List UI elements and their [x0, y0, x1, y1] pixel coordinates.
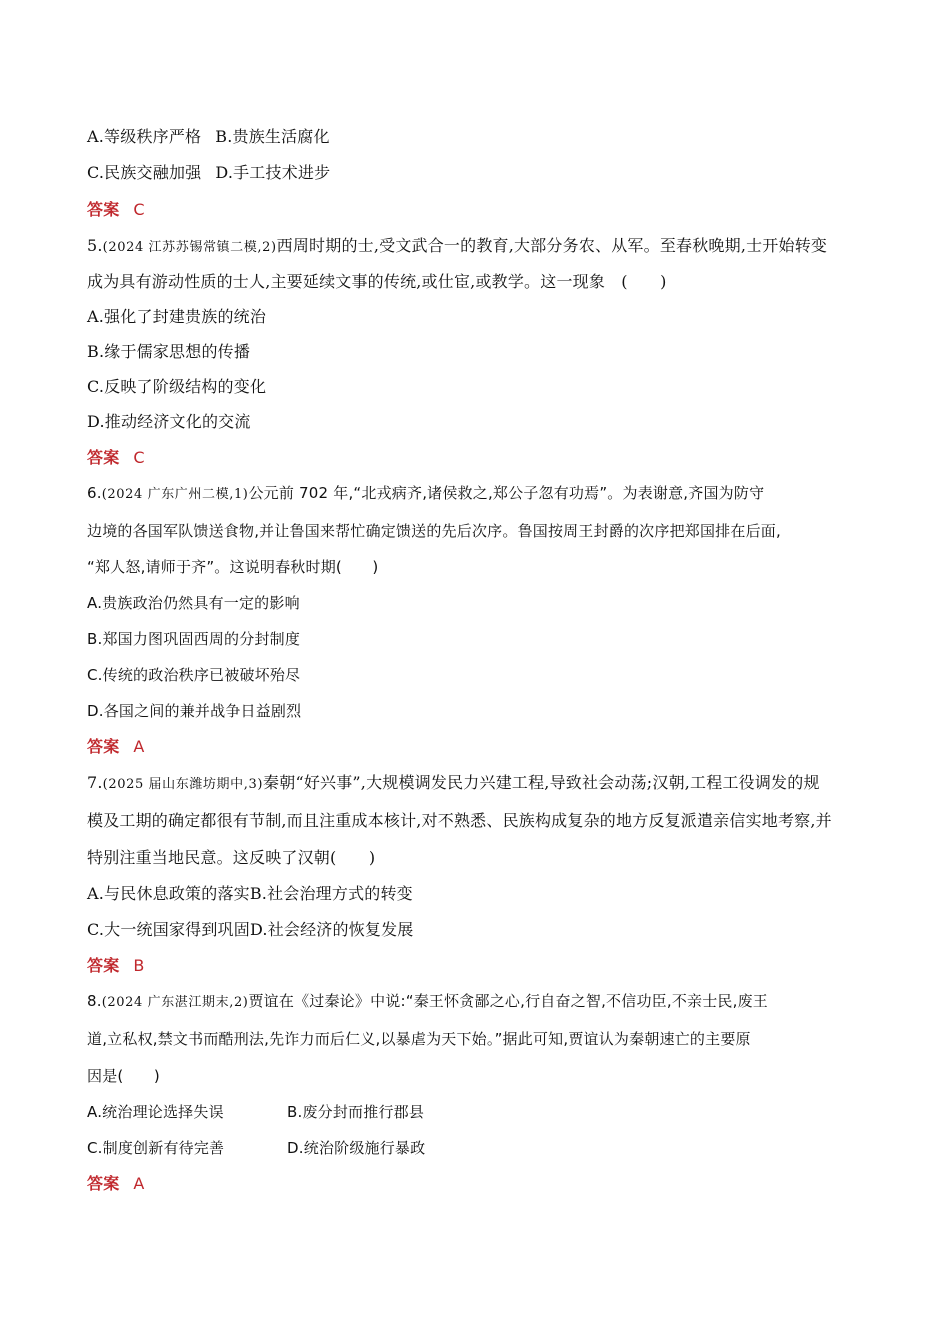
q8-stem-line-3: 因是( ): [87, 1067, 160, 1085]
answer-label: 答案: [87, 1174, 120, 1193]
q8-options-row-1: [87, 1102, 867, 1122]
answer-value: B: [133, 956, 145, 975]
q6-stem-text-1: 公元前 702 年,“北戎病齐,诸侯救之,郑公子忽有功焉”。为表谢意,齐国为防守: [248, 484, 765, 502]
answer-label: 答案: [87, 448, 120, 467]
q4-options-row-2: [87, 163, 867, 183]
q8-option-a: A.统治理论选择失误: [87, 1103, 224, 1121]
q4-option-a: A.等级秩序严格: [87, 127, 202, 146]
answer-value: C: [133, 200, 145, 219]
q5-stem-line-1: [87, 236, 867, 258]
answer-value: C: [133, 448, 145, 467]
answer-value: A: [133, 737, 145, 756]
q4-option-b: B.贵族生活腐化: [215, 127, 330, 146]
answer-value: A: [133, 1174, 145, 1193]
q7-number: 7.: [87, 773, 103, 792]
q5-stem-line-2: 成为具有游动性质的士人,主要延续文事的传统,或仕宦,或教学。这一现象 ( ): [87, 272, 667, 291]
q6-stem-line-3: “郑人怒,请师于齐”。这说明春秋时期( ): [87, 558, 379, 576]
q8-option-d: D.统治阶级施行暴政: [287, 1139, 426, 1157]
answer-label: 答案: [87, 200, 120, 219]
q5-option-d: D.推动经济文化的交流: [87, 412, 251, 431]
q7-answer: [87, 956, 867, 976]
q8-stem-line-1: [87, 991, 867, 1013]
q7-stem-line-3: 特别注重当地民意。这反映了汉朝( ): [87, 848, 376, 867]
q4-answer: [87, 200, 867, 220]
q6-option-c: C.传统的政治秩序已被破坏殆尽: [87, 666, 301, 684]
q8-option-b: B.废分封而推行郡县: [287, 1103, 425, 1121]
answer-label: 答案: [87, 956, 120, 975]
q5-option-a: A.强化了封建贵族的统治: [87, 307, 267, 326]
q7-stem-text-1: 秦朝“好兴事”,大规模调发民力兴建工程,导致社会动荡;汉朝,工程工役调发的规: [263, 773, 820, 792]
q5-answer: [87, 448, 867, 468]
q8-number: 8.: [87, 992, 102, 1010]
q4-options-row-1: [87, 127, 867, 147]
q8-answer: [87, 1174, 867, 1194]
q6-source: (2024 广东广州二模,1): [101, 487, 249, 502]
q6-answer: [87, 737, 867, 757]
q4-option-c: C.民族交融加强: [87, 163, 202, 182]
q6-option-a: A.贵族政治仍然具有一定的影响: [87, 594, 300, 612]
q6-option-d: D.各国之间的兼并战争日益剧烈: [87, 702, 302, 720]
q7-source: (2025 届山东潍坊期中,3): [102, 777, 264, 792]
answer-label: 答案: [87, 737, 120, 756]
q5-number: 5.: [87, 236, 103, 255]
q8-source: (2024 广东湛江期末,2): [101, 995, 249, 1010]
q8-options-row-2: [87, 1138, 867, 1158]
q6-number: 6.: [87, 484, 102, 502]
q6-stem-line-2: 边境的各国军队馈送食物,并让鲁国来帮忙确定馈送的先后次序。鲁国按周王封爵的次序把郑国排在后面,: [87, 522, 781, 540]
q8-option-c: C.制度创新有待完善: [87, 1139, 225, 1157]
q6-stem-line-1: [87, 483, 867, 505]
q5-option-b: B.缘于儒家思想的传播: [87, 342, 251, 361]
q7-stem-line-2: 模及工期的确定都很有节制,而且注重成本核计,对不熟悉、民族构成复杂的地方反复派遣亲信实地考察,并: [87, 811, 832, 830]
q6-option-b: B.郑国力图巩固西周的分封制度: [87, 630, 301, 648]
q4-option-d: D.手工技术进步: [215, 163, 331, 182]
q8-stem-text-1: 贾谊在《过秦论》中说:“秦王怀贪鄙之心,行自奋之智,不信功臣,不亲士民,废王: [248, 992, 768, 1010]
q7-stem-line-1: [87, 773, 867, 795]
q5-source: (2024 江苏苏锡常镇二模,2): [102, 240, 277, 255]
q8-stem-line-2: 道,立私权,禁文书而酷刑法,先诈力而后仁义,以暴虐为天下始。”据此可知,贾谊认为秦朝速亡的主要原: [87, 1030, 751, 1048]
q7-options-row-2: C.大一统国家得到巩固D.社会经济的恢复发展: [87, 920, 414, 939]
q5-stem-text-1: 西周时期的士,受文武合一的教育,大部分务农、从军。至春秋晚期,士开始转变: [276, 236, 828, 255]
q5-option-c: C.反映了阶级结构的变化: [87, 377, 267, 396]
q7-options-row-1: A.与民休息政策的落实B.社会治理方式的转变: [87, 884, 413, 903]
